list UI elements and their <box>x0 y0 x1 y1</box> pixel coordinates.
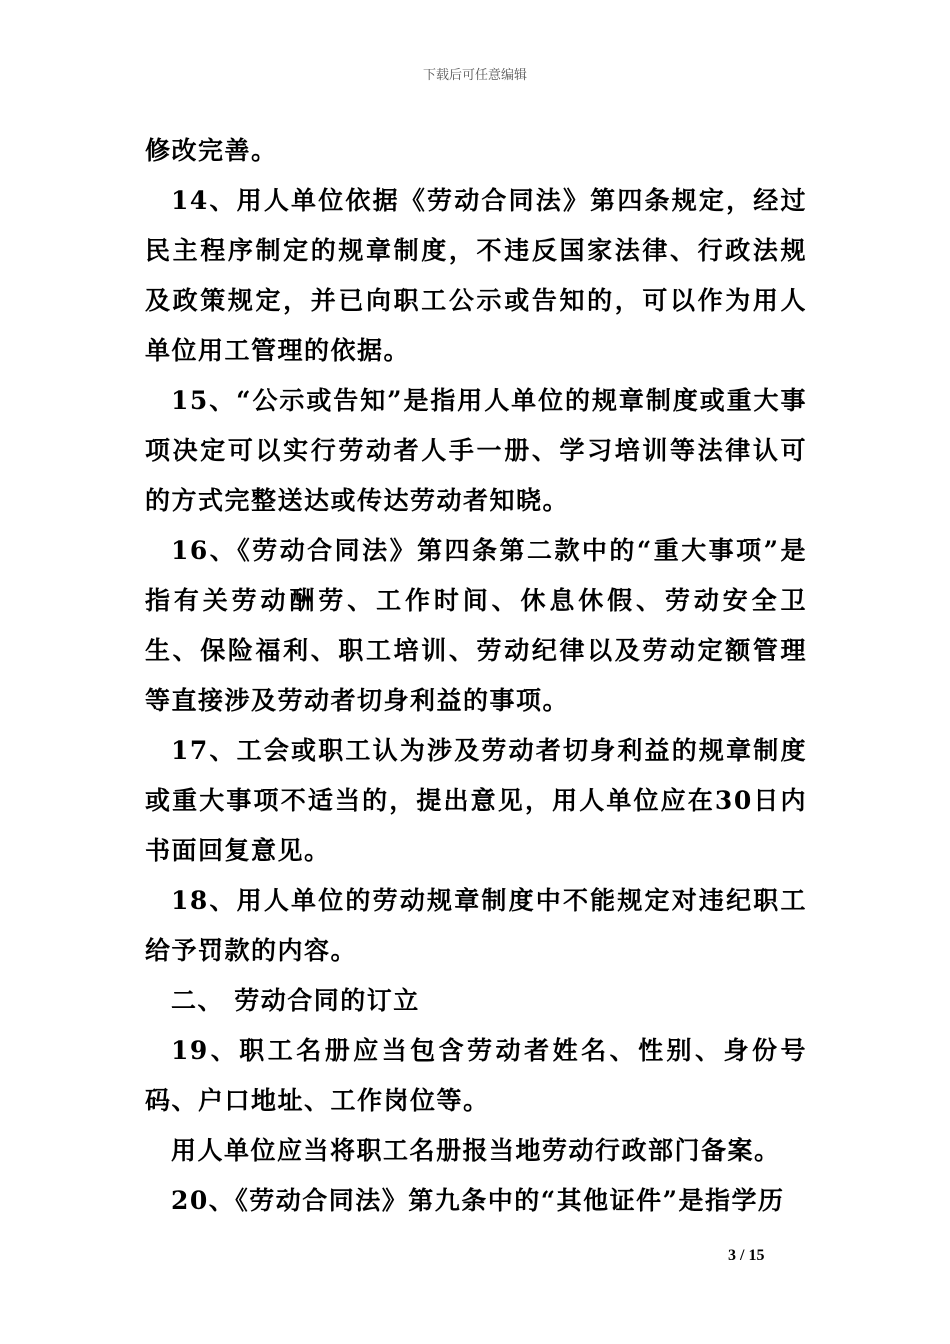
paragraph-2: 15、“公示或告知”是指用人单位的规章制度或重大事项决定可以实行劳动者人手一册、学习培训等法律认可的方式完整送达或传达劳动者知晓。 <box>145 386 807 515</box>
section-heading: 二、 劳动合同的订立 <box>171 986 420 1015</box>
paragraph-0: 修改完善。 <box>145 136 278 165</box>
paragraph-7: 19、职工名册应当包含劳动者姓名、性别、身份号码、户口地址、工作岗位等。 <box>145 1036 807 1115</box>
paragraph-3: 16、《劳动合同法》第四条第二款中的“重大事项”是指有关劳动酬劳、工作时间、休息休假、劳动安全卫生、保险福利、职工培训、劳动纪律以及劳动定额管理等直接涉及劳动者切身利益的事项。 <box>145 536 807 715</box>
paragraph-9: 20、《劳动合同法》第九条中的“其他证件”是指学历 <box>171 1186 785 1215</box>
page-number: 3 / 15 <box>728 1247 765 1264</box>
page-header: 下载后可任意编辑 <box>422 68 527 83</box>
paragraph-1: 14、用人单位依据《劳动合同法》第四条规定，经过民主程序制定的规章制度，不违反国家法律、行政法规及政策规定，并已向职工公示或告知的，可以作为用人单位用工管理的依据。 <box>145 186 807 365</box>
paragraph-8: 用人单位应当将职工名册报当地劳动行政部门备案。 <box>171 1136 781 1165</box>
paragraph-5: 18、用人单位的劳动规章制度中不能规定对违纪职工给予罚款的内容。 <box>145 886 807 965</box>
document-body <box>145 126 807 1226</box>
paragraph-4: 17、工会或职工认为涉及劳动者切身利益的规章制度或重大事项不适当的，提出意见，用人单位应在30日内书面回复意见。 <box>145 736 807 865</box>
